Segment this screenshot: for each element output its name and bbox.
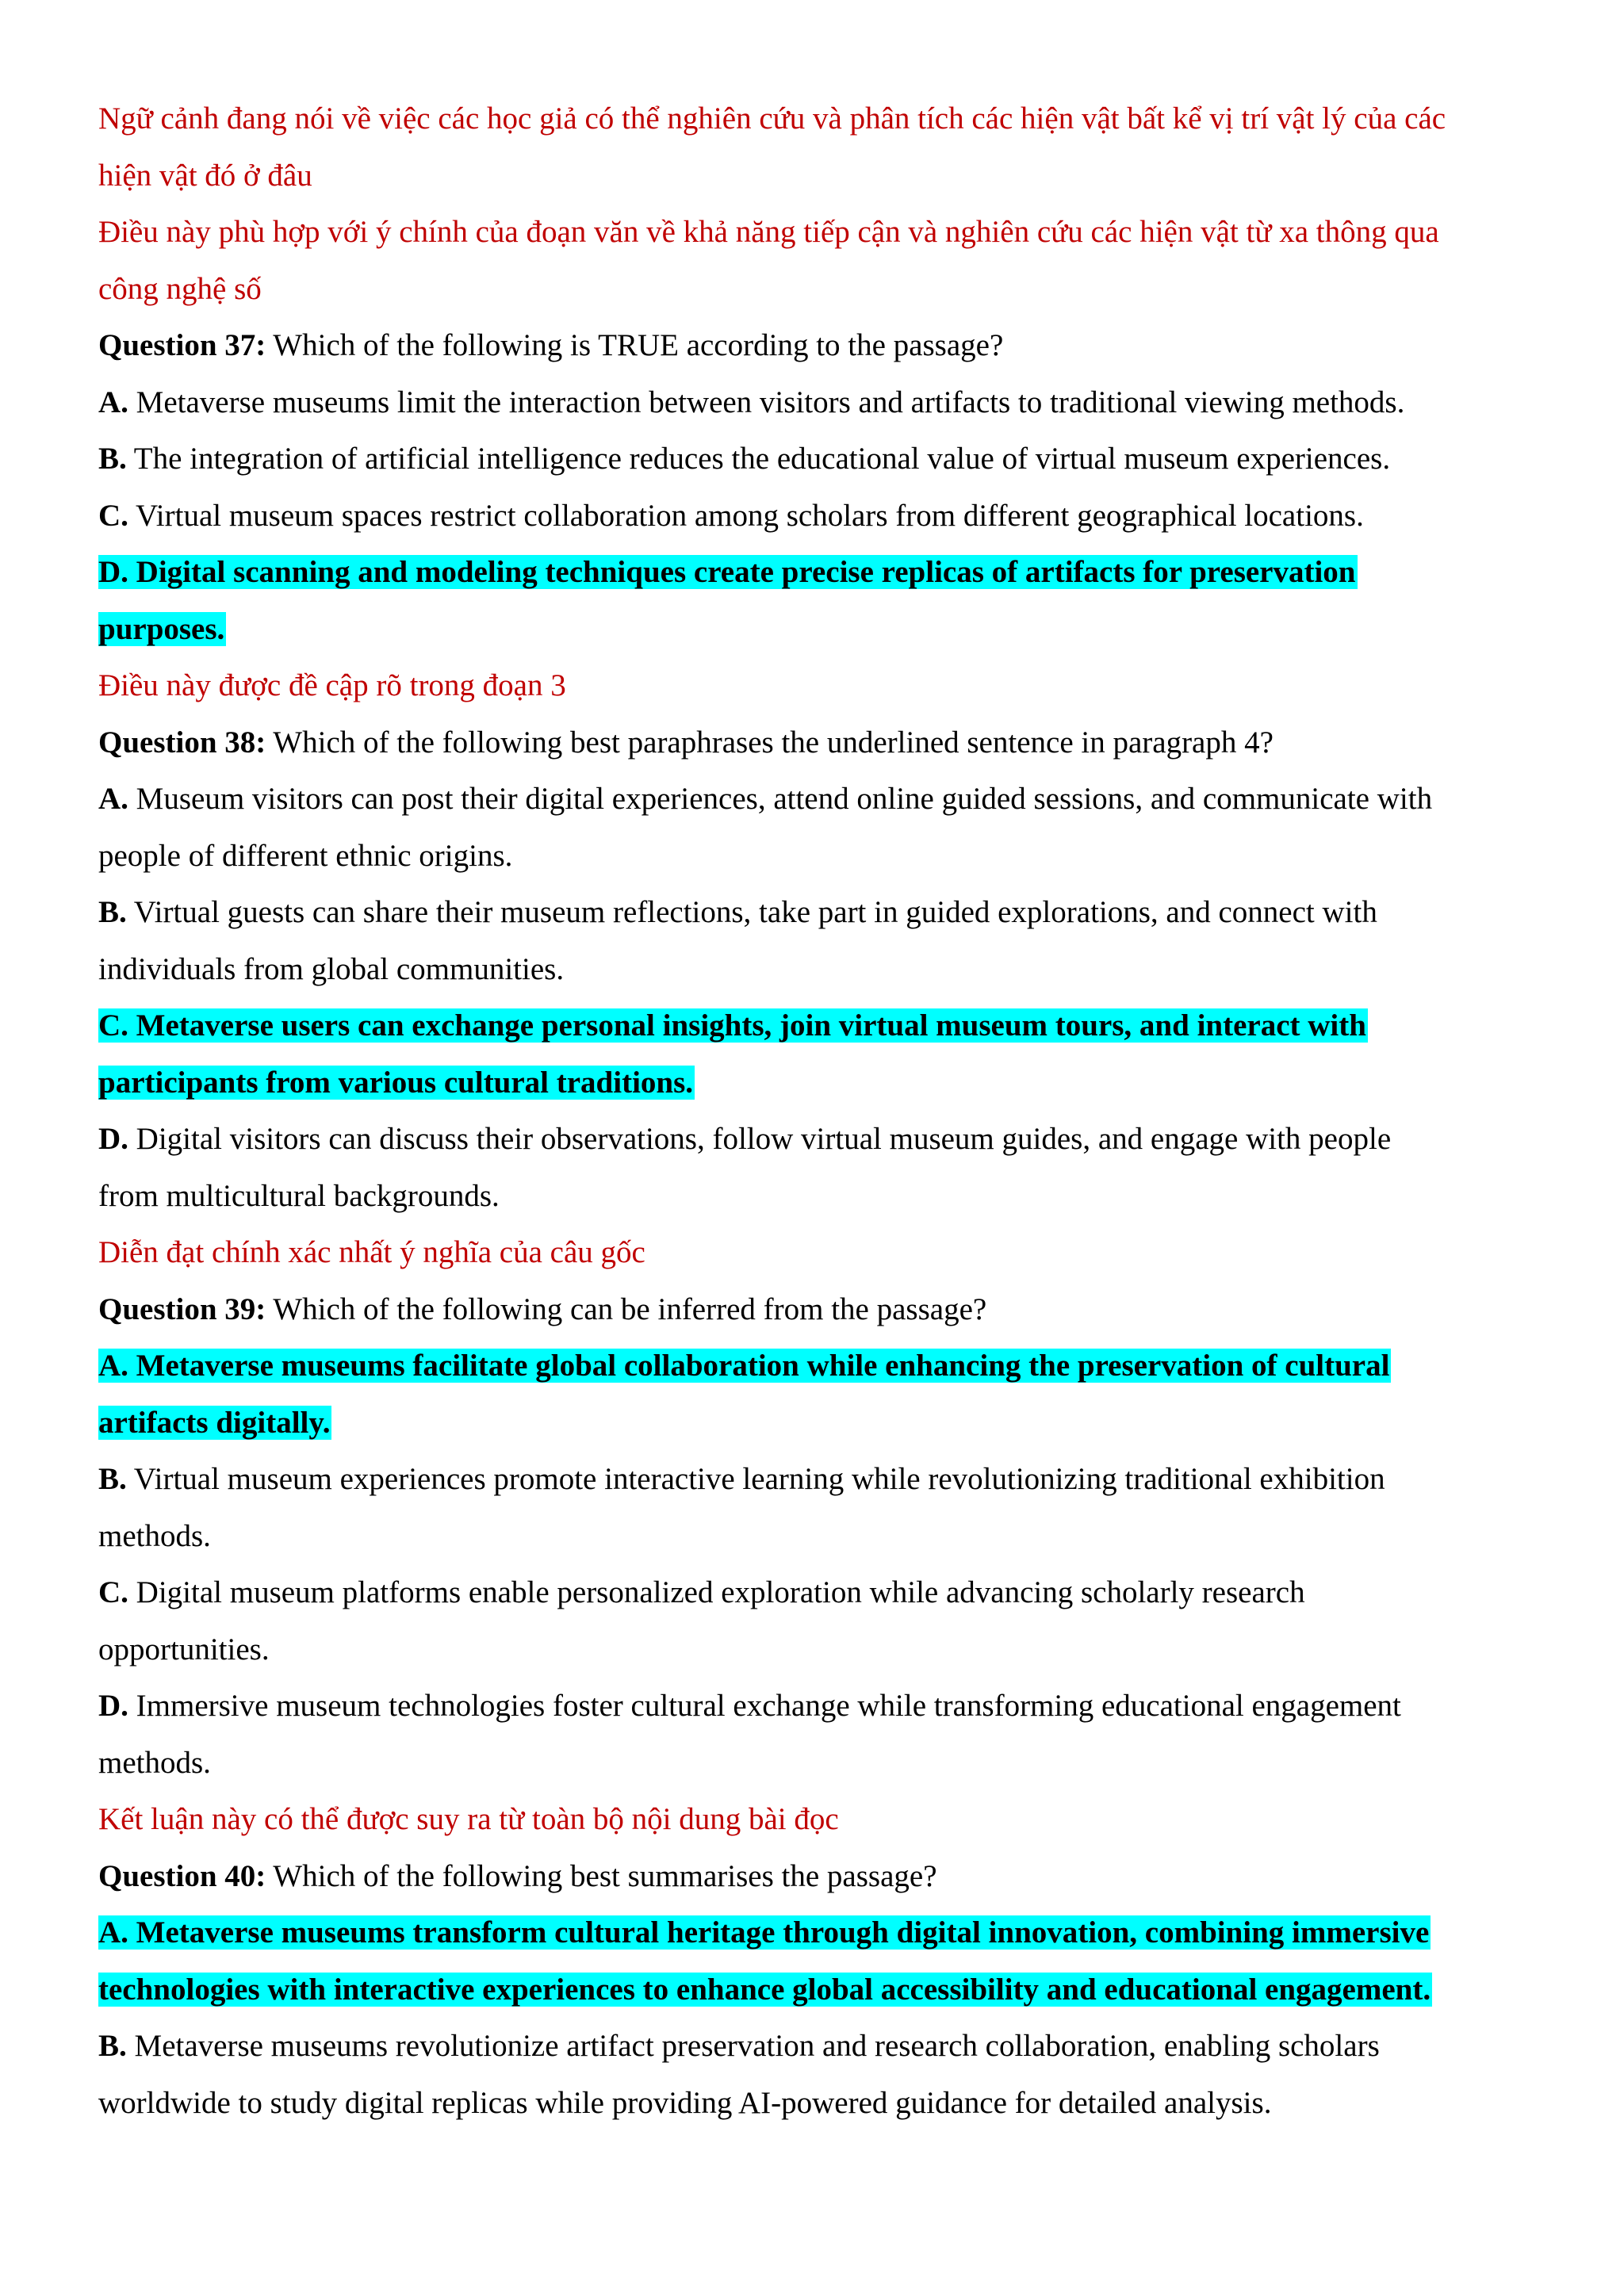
q40-correct-answer-highlight-1: A. Metaverse museums transform cultural heritage through digital innovation, combining immersive [98, 1915, 1430, 1950]
q38-explanation: Diễn đạt chính xác nhất ý nghĩa của câu gốc [98, 1235, 645, 1269]
q37-correct-answer-line-1 [98, 544, 1557, 601]
q37-option-a-letter: A. [98, 385, 128, 419]
q40-option-b-text-1: Metaverse museums revolutionize artifact preservation and research collaboration, enabling scholars [126, 2029, 1380, 2063]
q37-option-a-text: Metaverse museums limit the interaction between visitors and artifacts to traditional viewing methods. [128, 385, 1405, 419]
q39-explanation: Kết luận này có thể được suy ra từ toàn bộ nội dung bài đọc [98, 1802, 839, 1836]
q37-option-b-text: The integration of artificial intelligence reduces the educational value of virtual museum experiences. [126, 442, 1391, 476]
q37-correct-answer-highlight-2: purposes. [98, 611, 225, 646]
q37-correct-answer-line-2 [98, 601, 1557, 658]
question-37 [98, 317, 1557, 374]
question-38-label: Question 38: [98, 725, 266, 760]
question-39 [98, 1281, 1557, 1338]
question-38-text: Which of the following best paraphrases the underlined sentence in paragraph 4? [266, 725, 1274, 760]
q38-option-a-text-1: Museum visitors can post their digital experiences, attend online guided sessions, and communicate with [128, 782, 1433, 816]
q39-correct-answer-line-2 [98, 1395, 1557, 1452]
q37-option-b-letter: B. [98, 442, 127, 476]
q38-option-b-letter: B. [98, 895, 127, 929]
q39-option-d-line-1 [98, 1678, 1557, 1735]
q39-option-b-letter: B. [98, 1462, 127, 1496]
q37-explanation: Điều này được đề cập rõ trong đoạn 3 [98, 668, 566, 702]
question-40 [98, 1848, 1557, 1905]
q39-option-c-text-1: Digital museum platforms enable personalized exploration while advancing scholarly research [128, 1575, 1305, 1609]
question-39-label: Question 39: [98, 1292, 266, 1326]
q38-option-d-text-1: Digital visitors can discuss their observations, follow virtual museum guides, and engage with people [128, 1122, 1392, 1156]
q39-option-d-text-1: Immersive museum technologies foster cultural exchange while transforming educational engagement [128, 1689, 1401, 1723]
q39-correct-answer-highlight-1: A. Metaverse museums facilitate global collaboration while enhancing the preservation of cultural [98, 1349, 1390, 1383]
q40-correct-answer-line-2 [98, 1961, 1557, 2019]
q40-correct-answer-line-1 [98, 1904, 1557, 1961]
q38-option-b-line-2: individuals from global communities. [98, 951, 565, 986]
q37-correct-answer-highlight-1: D. Digital scanning and modeling techniques create precise replicas of artifacts for preservation [98, 555, 1356, 589]
q40-option-b-line-2: worldwide to study digital replicas while providing AI-powered guidance for detailed analysis. [98, 2085, 1272, 2120]
q38-option-b-line-1 [98, 884, 1557, 941]
q39-option-b-line-1 [98, 1451, 1557, 1508]
q38-option-a-line-2: people of different ethnic origins. [98, 838, 513, 873]
q38-correct-answer-line-2 [98, 1054, 1557, 1112]
q37-option-b [98, 430, 1557, 488]
q38-correct-answer-line-1 [98, 997, 1557, 1054]
q37-option-a [98, 374, 1557, 431]
q38-option-d-line-1 [98, 1111, 1557, 1168]
q38-option-b-text-1: Virtual guests can share their museum reflections, take part in guided explorations, and connect with [126, 895, 1377, 929]
answer-key-content [98, 90, 1557, 2131]
q36-explanation-line-4: công nghệ số [98, 271, 262, 306]
q38-option-d-letter: D. [98, 1122, 128, 1156]
question-37-label: Question 37: [98, 328, 266, 362]
q40-option-b-letter: B. [98, 2029, 127, 2063]
q38-option-d-line-2: from multicultural backgrounds. [98, 1178, 500, 1213]
q39-option-d-letter: D. [98, 1689, 128, 1723]
question-39-text: Which of the following can be inferred from the passage? [266, 1292, 987, 1326]
question-40-text: Which of the following best summarises the passage? [266, 1858, 937, 1893]
question-38 [98, 714, 1557, 771]
q40-option-b-line-1 [98, 2018, 1557, 2075]
q39-option-b-text-1: Virtual museum experiences promote interactive learning while revolutionizing traditional exhibition [126, 1462, 1385, 1496]
q39-option-b-line-2: methods. [98, 1518, 211, 1553]
q36-explanation-line-1: Ngữ cảnh đang nói về việc các học giả có thể nghiên cứu và phân tích các hiện vật bất kể vị trí vật lý của các [98, 101, 1446, 136]
q39-option-d-line-2: methods. [98, 1745, 211, 1780]
q37-option-c-text: Virtual museum spaces restrict collaboration among scholars from different geographical locations. [128, 498, 1364, 533]
q37-option-c-letter: C. [98, 498, 128, 533]
q38-correct-answer-highlight-1: C. Metaverse users can exchange personal insights, join virtual museum tours, and interact with [98, 1008, 1366, 1043]
q39-option-c-line-1 [98, 1564, 1557, 1621]
q36-explanation-line-2: hiện vật đó ở đâu [98, 158, 312, 193]
q38-option-a-line-1 [98, 771, 1557, 828]
q40-correct-answer-highlight-2: technologies with interactive experiences to enhance global accessibility and educational engagement. [98, 1972, 1431, 2007]
question-40-label: Question 40: [98, 1858, 266, 1893]
q39-correct-answer-highlight-2: artifacts digitally. [98, 1405, 331, 1440]
q39-option-c-letter: C. [98, 1575, 128, 1609]
q38-correct-answer-highlight-2: participants from various cultural traditions. [98, 1065, 694, 1100]
question-37-text: Which of the following is TRUE according to the passage? [266, 328, 1004, 362]
q39-option-c-line-2: opportunities. [98, 1632, 270, 1667]
q36-explanation-line-3: Điều này phù hợp với ý chính của đoạn văn về khả năng tiếp cận và nghiên cứu các hiện vật từ xa thông qua [98, 215, 1439, 249]
q38-option-a-letter: A. [98, 782, 128, 816]
q37-option-c [98, 488, 1557, 545]
q39-correct-answer-line-1 [98, 1337, 1557, 1395]
